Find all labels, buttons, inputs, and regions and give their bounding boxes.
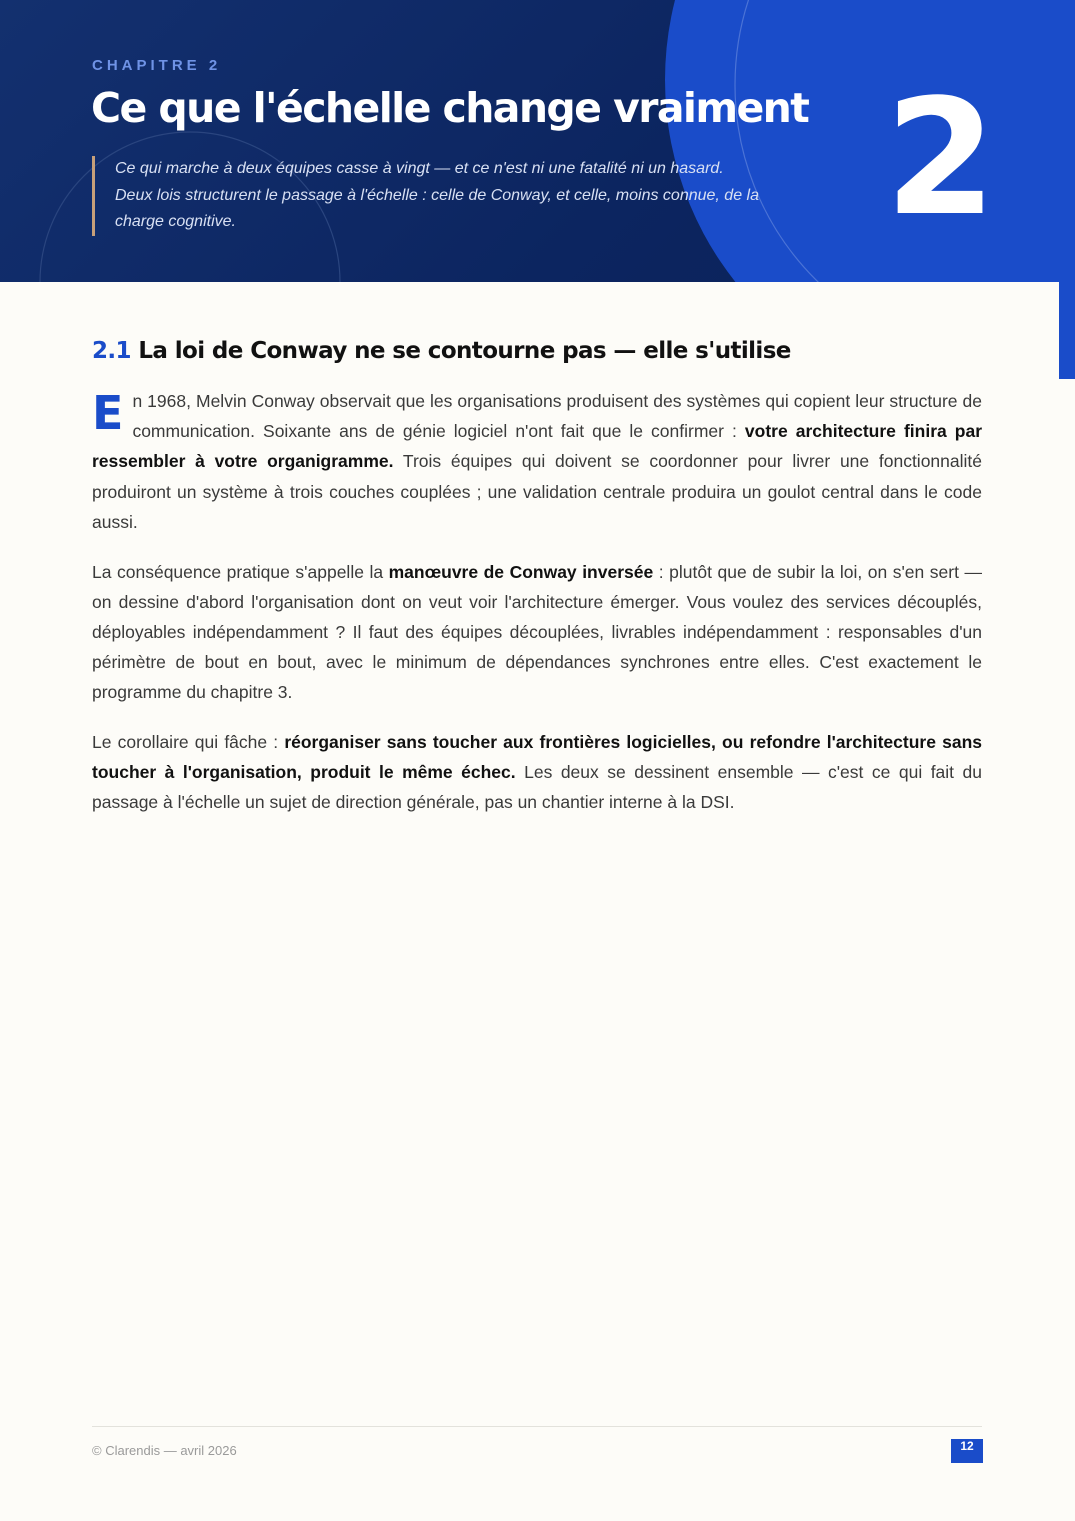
- section-heading: [92, 338, 791, 364]
- blue-circle-shape: [665, 0, 1075, 282]
- page-number-badge: 12: [951, 1439, 983, 1463]
- section-number: 2.1: [92, 338, 131, 364]
- paragraph-text: Trois équipes qui doivent se coordonner pour livrer une fonctionnalité produiront un système à trois couches couplées ; une validation centrale produira un goulot central dans le code aussi.: [92, 451, 982, 532]
- paragraph-text: n 1968, Melvin Conway observait que les organisations produisent des systèmes qui copient leur structure de communication. Soixante ans de génie logiciel n'ont fait que le confirmer :: [132, 391, 982, 442]
- footer-copyright: © Clarendis — avril 2026: [92, 1443, 237, 1458]
- paragraph-2: [92, 557, 982, 708]
- chapter-number: 2: [885, 64, 997, 251]
- paragraph-text: Le corollaire qui fâche :: [92, 732, 285, 753]
- chapter-kicker: CHAPITRE 2: [92, 57, 222, 74]
- chapter-header: [0, 0, 1075, 282]
- paragraph-text: Les deux se dessinent ensemble — c'est ce qui fait du passage à l'échelle un sujet de direction générale, pas un chantier interne à la DSI.: [92, 762, 982, 813]
- chapter-lede: Ce qui marche à deux équipes casse à vingt — et ce n'est ni une fatalité ni un hasard. Deux lois structurent le passage à l'échelle : celle de Conway, et celle, moins connue, de la charge cognitive.: [92, 156, 765, 236]
- footer-divider: [92, 1426, 982, 1427]
- body-text: [92, 386, 982, 837]
- side-accent-bar: [1059, 282, 1075, 379]
- paragraph-1: [92, 386, 982, 537]
- chapter-title: Ce que l'échelle change vraiment: [91, 84, 809, 132]
- paragraph-3: [92, 727, 982, 818]
- paragraph-text: : plutôt que de subir la loi, on s'en sert — on dessine d'abord l'organisation dont on veut voir l'architecture émerger. Vous voulez des services découplés, déployables indépendamment ? Il faut des équipes découplées, livrables indépendamment : responsables d'un périmètre de bout en bout, avec le minimum de dépendances synchrones entre elles. C'est exactement le programme du chapitre 3.: [92, 561, 983, 703]
- drop-cap: E: [92, 386, 124, 440]
- emphasis: manœuvre de Conway inversée: [388, 561, 654, 582]
- paragraph-text: La conséquence pratique s'appelle la: [92, 561, 389, 582]
- emphasis: réorganiser sans toucher aux frontières logicielles, ou refondre l'architecture sans toucher à l'organisation, produit le même échec.: [92, 732, 982, 783]
- section-title: La loi de Conway ne se contourne pas — elle s'utilise: [138, 338, 791, 364]
- emphasis: votre architecture finira par ressembler à votre organigramme.: [92, 421, 983, 472]
